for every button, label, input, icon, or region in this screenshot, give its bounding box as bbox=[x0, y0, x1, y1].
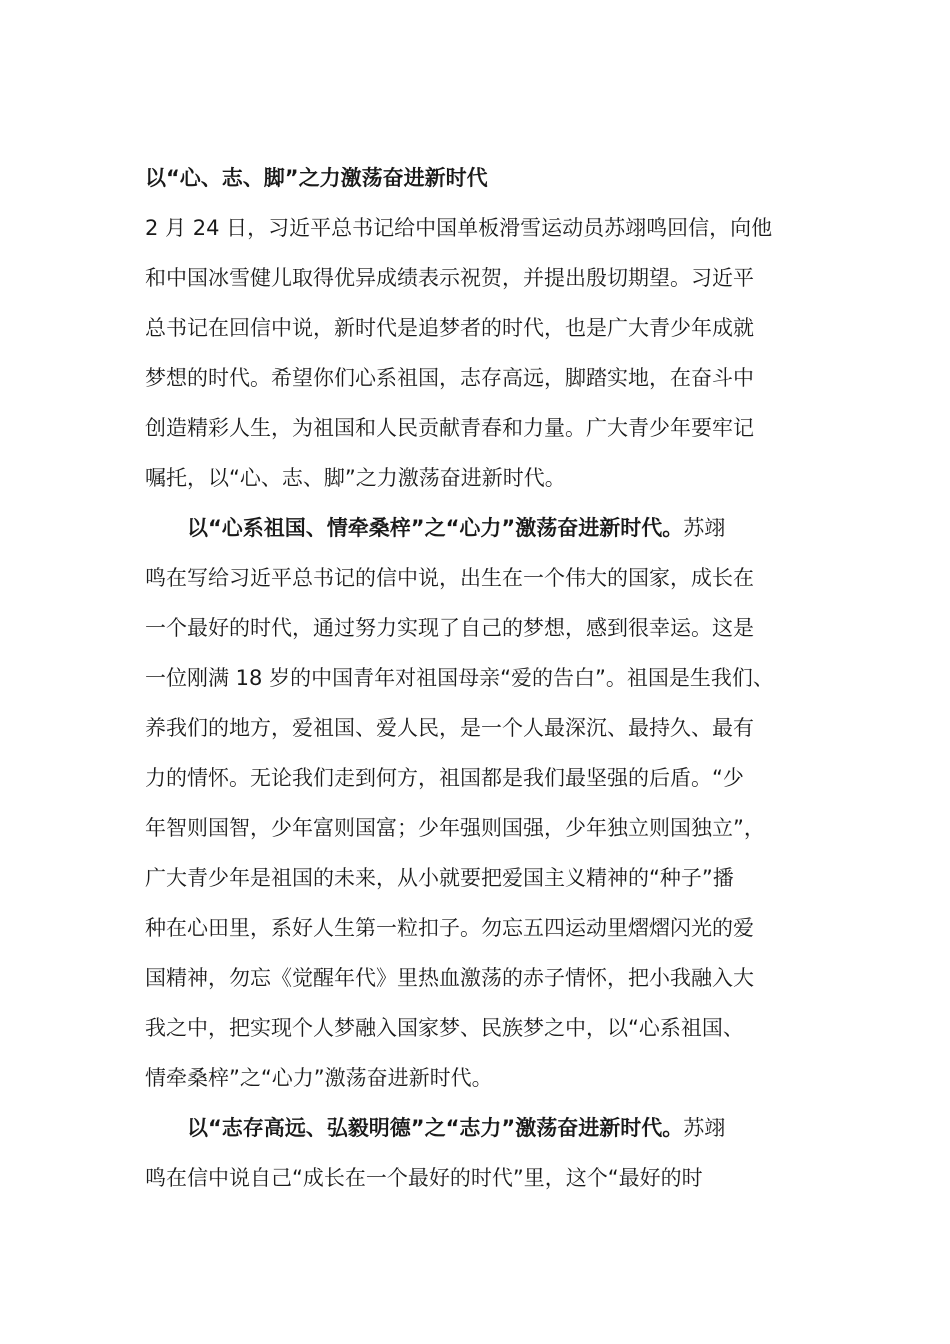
text-line: 2 月 24 日，习近平总书记给中国单板滑雪运动员苏翊鸣回信，向他 bbox=[145, 216, 773, 240]
document-title: 以“心、志、脚”之力激荡奋进新时代 bbox=[145, 166, 488, 190]
text-line bbox=[145, 503, 825, 553]
paragraph-heart-power bbox=[145, 503, 825, 1103]
text-line: 我之中，把实现个人梦融入国家梦、民族梦之中，以“心系祖国、 bbox=[145, 1016, 744, 1040]
text-line: 国精神，勿忘《觉醒年代》里热血激荡的赤子情怀，把小我融入大 bbox=[145, 966, 754, 990]
paragraph-lead-heading: 以“志存高远、弘毅明德”之“志力”激荡奋进新时代。 bbox=[187, 1116, 684, 1140]
paragraph-intro bbox=[145, 203, 825, 503]
paragraph-lead-heading: 以“心系祖国、情牵桑梓”之“心力”激荡奋进新时代。 bbox=[187, 516, 684, 540]
text-line bbox=[145, 1103, 825, 1153]
text-line: 总书记在回信中说，新时代是追梦者的时代，也是广大青少年成就 bbox=[145, 316, 754, 340]
text-line: 鸣在信中说自己“成长在一个最好的时代”里，这个“最好的时 bbox=[145, 1166, 703, 1190]
paragraph-first-line-text: 苏翊 bbox=[683, 1116, 726, 1140]
text-line: 情牵桑梓”之“心力”激荡奋进新时代。 bbox=[145, 1066, 493, 1090]
text-line: 鸣在写给习近平总书记的信中说，出生在一个伟大的国家，成长在 bbox=[145, 566, 754, 590]
text-line: 一位刚满 18 岁的中国青年对祖国母亲“爱的告白”。祖国是生我们、 bbox=[145, 666, 774, 690]
text-line: 创造精彩人生，为祖国和人民贡献青春和力量。广大青少年要牢记 bbox=[145, 416, 754, 440]
text-line: 养我们的地方，爱祖国、爱人民，是一个人最深沉、最持久、最有 bbox=[145, 716, 754, 740]
document-body bbox=[145, 153, 825, 1203]
text-line: 梦想的时代。希望你们心系祖国，志存高远，脚踏实地，在奋斗中 bbox=[145, 366, 754, 390]
text-line: 一个最好的时代，通过努力实现了自己的梦想，感到很幸运。这是 bbox=[145, 616, 754, 640]
text-line: 力的情怀。无论我们走到何方，祖国都是我们最坚强的后盾。“少 bbox=[145, 766, 744, 790]
paragraph-will-power bbox=[145, 1103, 825, 1203]
text-line: 年智则国智，少年富则国富；少年强则国强，少年独立则国独立”， bbox=[145, 816, 765, 840]
text-line: 种在心田里，系好人生第一粒扣子。勿忘五四运动里熠熠闪光的爱 bbox=[145, 916, 754, 940]
text-line: 嘱托，以“心、志、脚”之力激荡奋进新时代。 bbox=[145, 466, 566, 490]
paragraph-first-line-text: 苏翊 bbox=[683, 516, 726, 540]
text-line: 广大青少年是祖国的未来，从小就要把爱国主义精神的“种子”播 bbox=[145, 866, 734, 890]
text-line: 和中国冰雪健儿取得优异成绩表示祝贺，并提出殷切期望。习近平 bbox=[145, 266, 754, 290]
